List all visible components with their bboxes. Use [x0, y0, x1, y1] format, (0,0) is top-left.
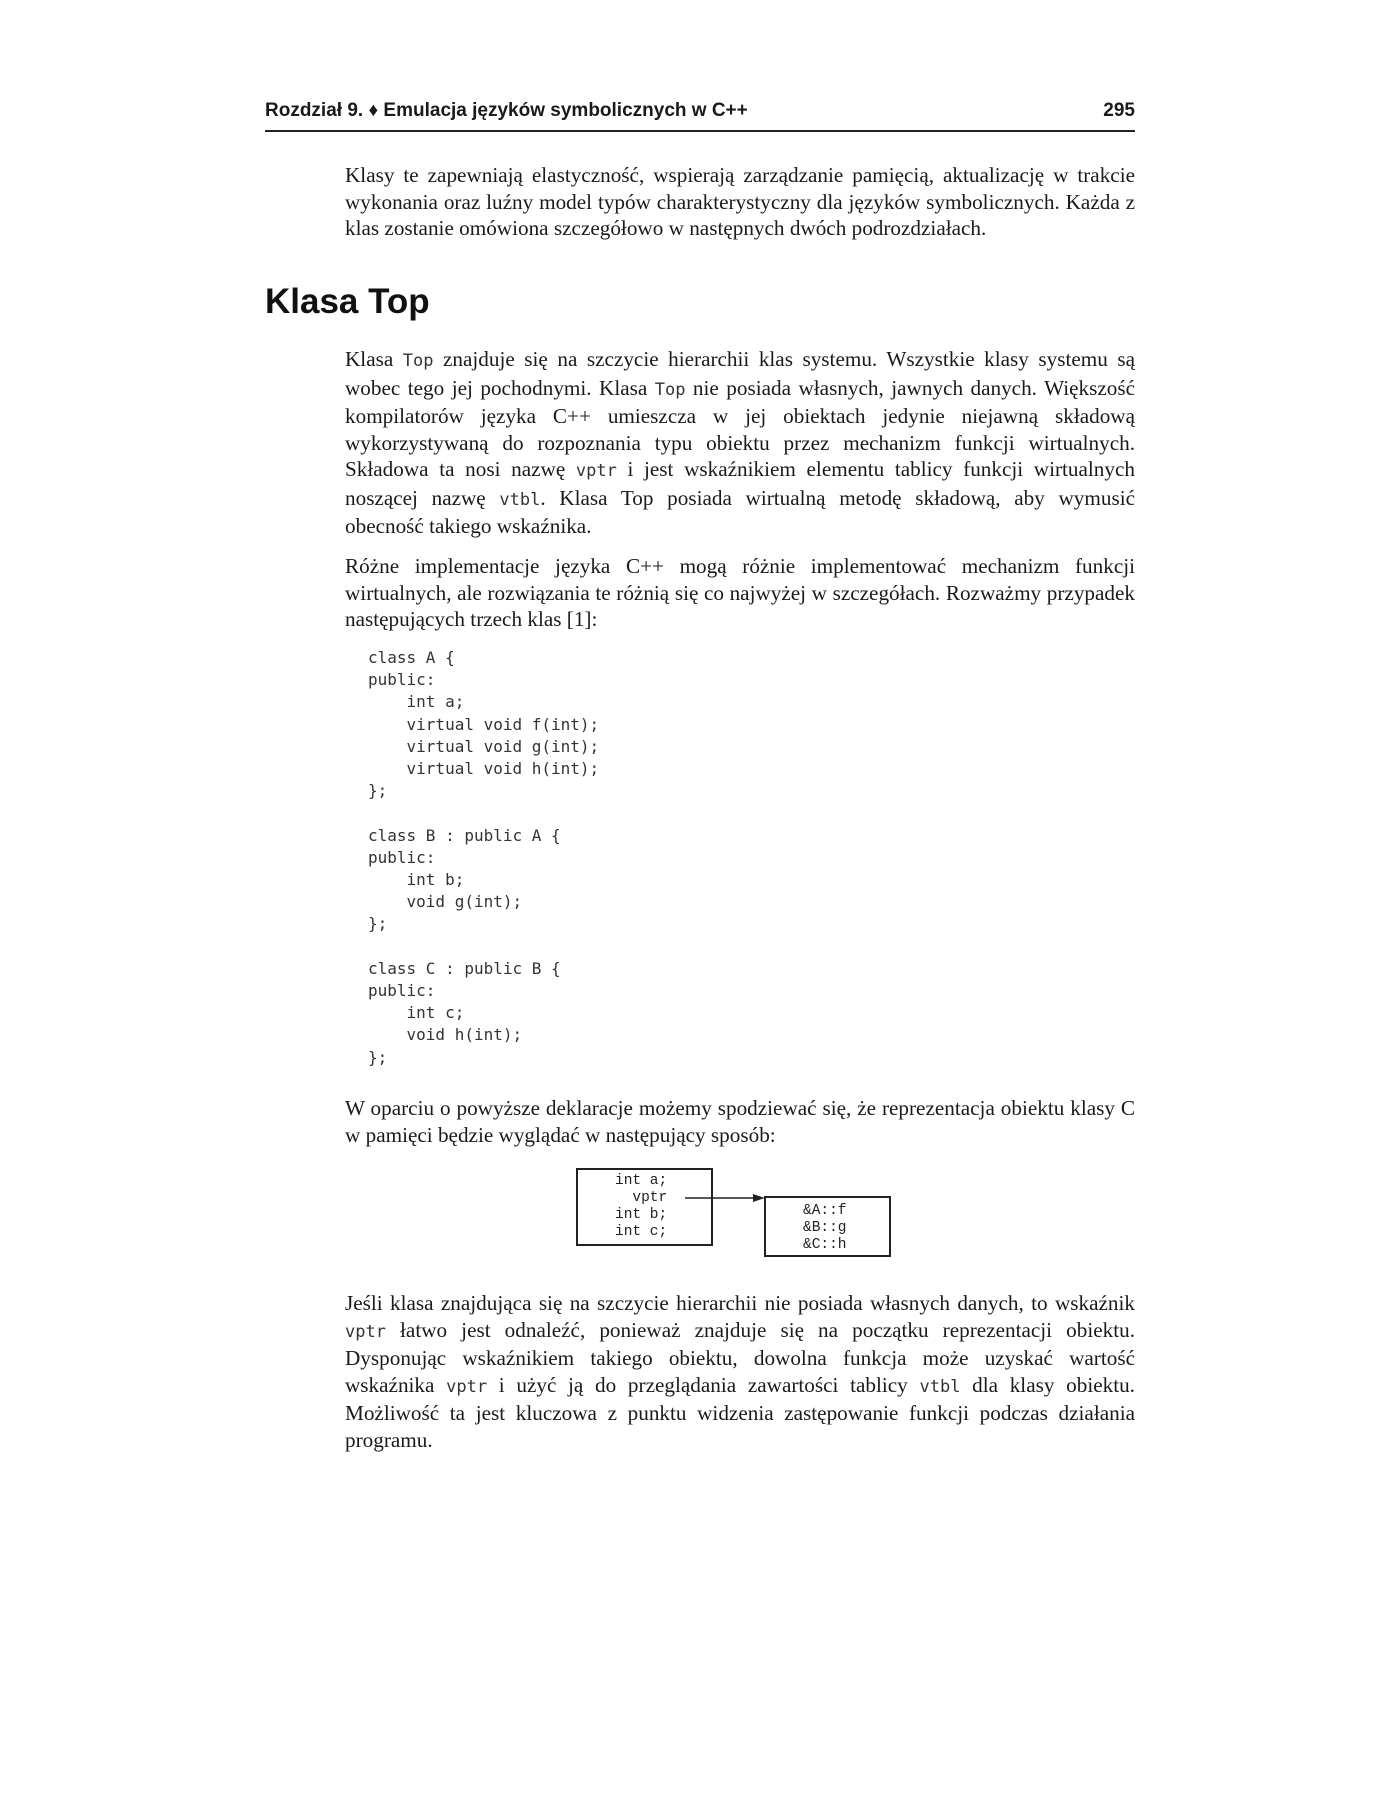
code-listing: class A { public: int a; virtual void f(int); virtual void g(int); virtual void h(int); }; class B : public A { public: int b; void g(int); }; class C : public B { public: int c; void h(int); }; [368, 648, 600, 1067]
vtbl-entries: &A::f &B::g &C::h [803, 1203, 847, 1253]
memory-layout-diagram [575, 1168, 905, 1268]
intro-paragraph: Klasy te zapewniają elastyczność, wspierają zarządzanie pamięcią, aktualizację w trakcie wykonania oraz luźny model typów charakterystyczny dla języków symbolicznych. Każda z klas zostanie omówiona szczegółowo w następnych dwóch podrozdziałach. [345, 163, 1135, 240]
top-class-paragraph: Klasa Top znajduje się na szczycie hierarchii klas systemu. Wszystkie klasy systemu są wobec tego jej pochodnymi. Klasa Top nie posiada własnych, jawnych danych. Większość kompilatorów języka C++ umieszcza w jej obiektach jedynie niejawną składową wykorzystywaną do rozpoznania typu obiektu przez mechanizm funkcji wirtualnych. Składowa ta nosi nazwę vptr i jest wskaźnikiem elementu tablicy funkcji wirtualnych noszącej nazwę vtbl. Klasa Top posiada wirtualną metodę składową, aby wymusić obecność takiego wskaźnika. [345, 347, 1135, 538]
running-header [265, 96, 1135, 132]
vptr-paragraph: Jeśli klasa znajdująca się na szczycie hierarchii nie posiada własnych danych, to wskaźnik vptr łatwo jest odnaleźć, ponieważ znajduje się na początku reprezentacji obiektu. Dysponując wskaźnikiem takiego obiektu, dowolna funkcja może uzyskać wartość wskaźnika vptr i użyć ją do przeglądania zawartości tablicy vtbl dla klasy obiektu. Możliwość ta jest kluczowa z punktu widzenia zastępowanie funkcji podczas działania programu. [345, 1291, 1135, 1452]
memory-layout-paragraph: W oparciu o powyższe deklaracje możemy spodziewać się, że reprezentacja obiektu klasy C w pamięci będzie wyglądać w następujący sposób: [345, 1096, 1135, 1147]
section-title: Klasa Top [265, 282, 430, 321]
chapter-title: Rozdział 9. ♦ Emulacja języków symbolicznych w C++ [265, 100, 748, 121]
page-number: 295 [1103, 100, 1135, 121]
object-fields: int a; vptr int b; int c; [615, 1173, 668, 1240]
implementations-paragraph: Różne implementacje języka C++ mogą różnie implementować mechanizm funkcji wirtualnych, ale rozwiązania te różnią się co najwyżej w szczegółach. Rozważmy przypadek następujących trzech klas [1]: [345, 554, 1135, 631]
